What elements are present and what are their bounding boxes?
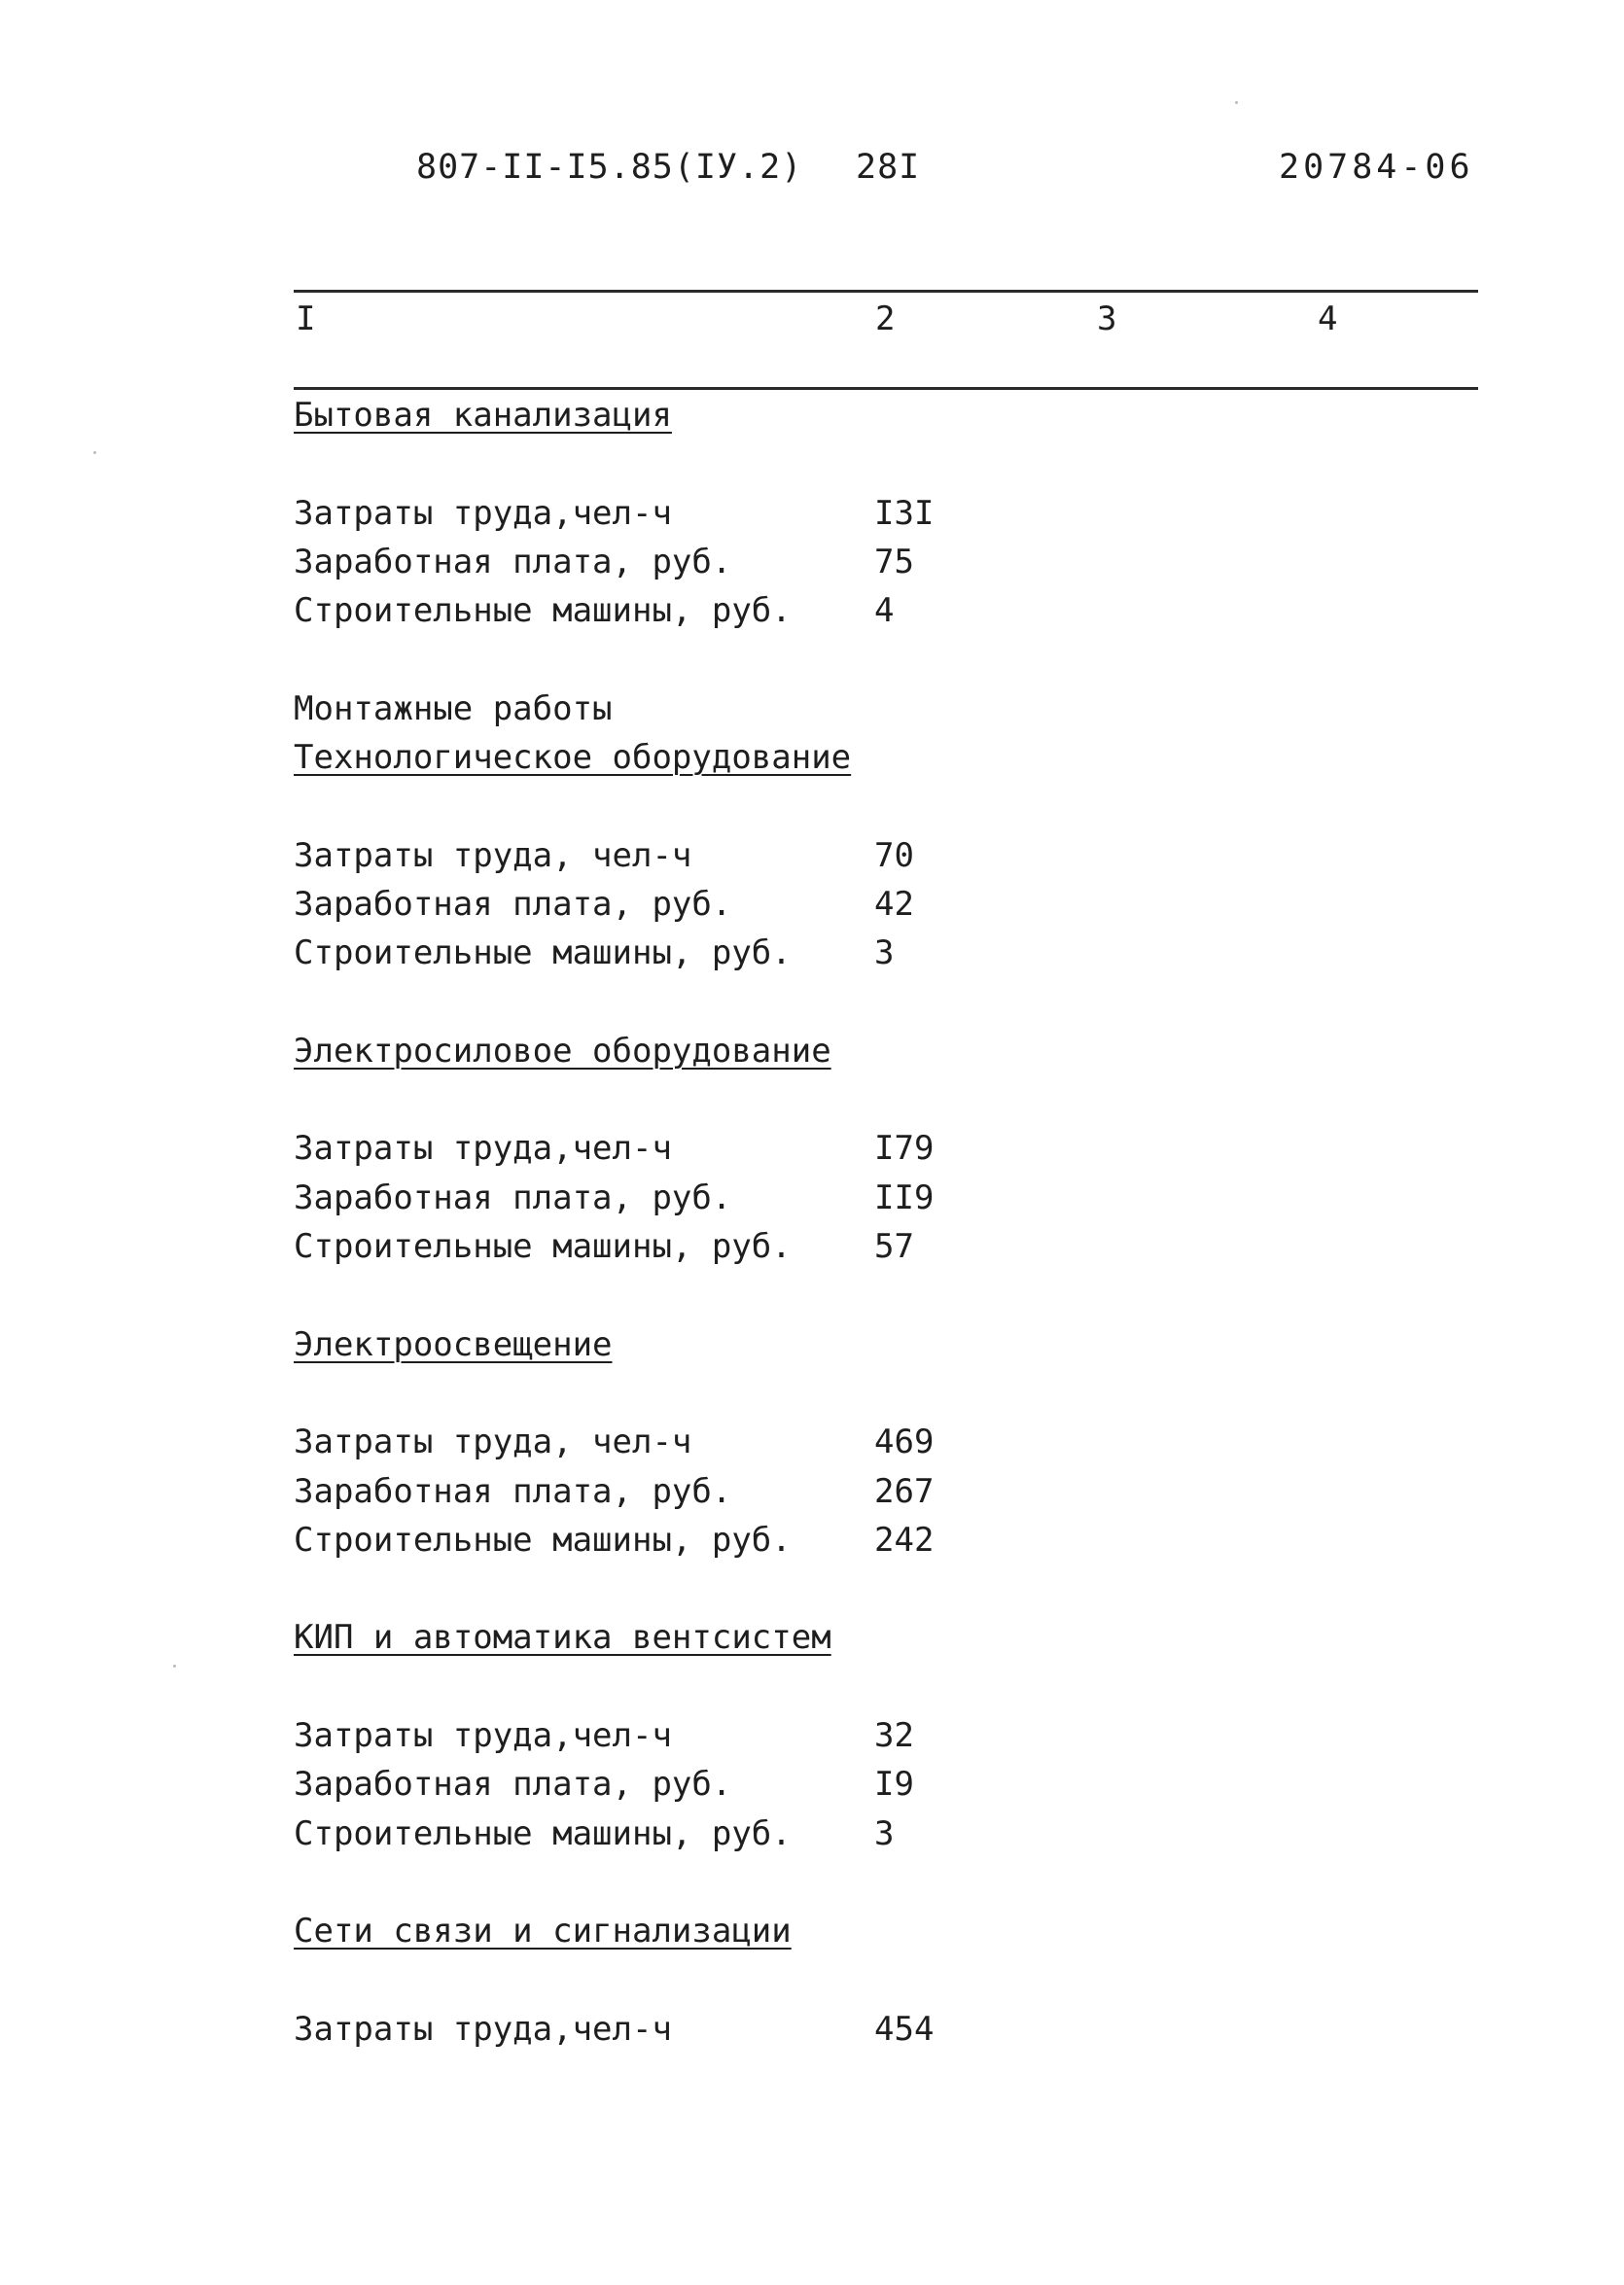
row-label: Затраты труда,чел-ч [294, 1716, 672, 1756]
scan-speck [173, 1665, 176, 1668]
page-number: 28I [856, 148, 921, 187]
spacer [294, 978, 1478, 1027]
column-header-3: 3 [1097, 299, 1117, 338]
table-header-rule [294, 387, 1478, 390]
row-label: Затраты труда,чел-ч [294, 1129, 672, 1169]
document-code: 807-II-I5.85(IУ.2) [416, 148, 803, 187]
spacer [294, 1663, 1478, 1711]
table-body [294, 391, 1478, 2054]
spacer [294, 635, 1478, 684]
column-header-2: 2 [875, 299, 896, 338]
table-row [294, 880, 1478, 929]
section-title [294, 1907, 1478, 1955]
row-value: 75 [874, 542, 914, 581]
row-value: 32 [874, 1716, 914, 1756]
scan-speck [93, 451, 96, 454]
section-title-text: Электроосвещение [294, 1324, 613, 1364]
section-title-text: КИП и автоматика вентсистем [294, 1618, 831, 1658]
section-title [294, 1027, 1478, 1075]
row-label: Затраты труда,чел-ч [294, 2009, 672, 2049]
column-header-1: I [296, 299, 316, 338]
spacer [294, 439, 1478, 488]
table-row [294, 1711, 1478, 1760]
row-label: Заработная плата, руб. [294, 884, 732, 924]
row-value: 454 [874, 2009, 935, 2049]
row-value: 4 [874, 591, 895, 631]
table-row [294, 929, 1478, 977]
table-top-rule [294, 290, 1478, 293]
scan-speck [1235, 101, 1238, 104]
row-label: Заработная плата, руб. [294, 542, 732, 581]
table-row [294, 831, 1478, 880]
row-label: Строительные машины, руб. [294, 1520, 792, 1560]
section-title [294, 1320, 1478, 1369]
spacer [294, 782, 1478, 830]
row-value: I79 [874, 1129, 935, 1169]
table-row [294, 1516, 1478, 1564]
table-row [294, 1467, 1478, 1516]
row-value: 70 [874, 835, 914, 875]
row-value: 242 [874, 1520, 935, 1560]
section-title-text: Бытовая канализация [294, 396, 672, 435]
row-label: Строительные машины, руб. [294, 1227, 792, 1267]
spacer [294, 1858, 1478, 1907]
row-value: 469 [874, 1423, 935, 1462]
table-row [294, 2005, 1478, 2054]
section-title [294, 1613, 1478, 1662]
row-label: Строительные машины, руб. [294, 933, 792, 973]
row-value: 3 [874, 933, 895, 973]
table-row [294, 1174, 1478, 1222]
spacer [294, 1271, 1478, 1319]
row-label: Строительные машины, руб. [294, 591, 792, 631]
table-row [294, 1222, 1478, 1271]
table-row [294, 538, 1478, 586]
column-header-4: 4 [1318, 299, 1338, 338]
table-row [294, 1124, 1478, 1173]
row-label: Строительные машины, руб. [294, 1813, 792, 1853]
row-label: Затраты труда, чел-ч [294, 835, 692, 875]
row-label: Заработная плата, руб. [294, 1178, 732, 1217]
group-title [294, 685, 1478, 733]
group-title-text: Монтажные работы [294, 688, 613, 728]
table-row [294, 1760, 1478, 1809]
inventory-number: 20784-06 [1279, 148, 1474, 187]
spacer [294, 1564, 1478, 1613]
table-row [294, 586, 1478, 635]
table-row [294, 1418, 1478, 1466]
section-title-text: Электросиловое оборудование [294, 1031, 831, 1071]
row-value: 3 [874, 1813, 895, 1853]
section-title [294, 733, 1478, 782]
row-label: Заработная плата, руб. [294, 1471, 732, 1511]
row-label: Затраты труда,чел-ч [294, 493, 672, 533]
row-value: II9 [874, 1178, 935, 1217]
row-value: 267 [874, 1471, 935, 1511]
section-title [294, 391, 1478, 439]
row-value: I9 [874, 1765, 914, 1805]
row-label: Заработная плата, руб. [294, 1765, 732, 1805]
section-title-text: Технологическое оборудование [294, 738, 852, 778]
row-label: Затраты труда, чел-ч [294, 1423, 692, 1462]
table-row [294, 489, 1478, 538]
row-value: 42 [874, 884, 914, 924]
row-value: 57 [874, 1227, 914, 1267]
spacer [294, 1369, 1478, 1418]
spacer [294, 1956, 1478, 2005]
spacer [294, 1075, 1478, 1124]
row-value: I3I [874, 493, 935, 533]
section-title-text: Сети связи и сигнализации [294, 1912, 792, 1951]
table-row [294, 1810, 1478, 1858]
